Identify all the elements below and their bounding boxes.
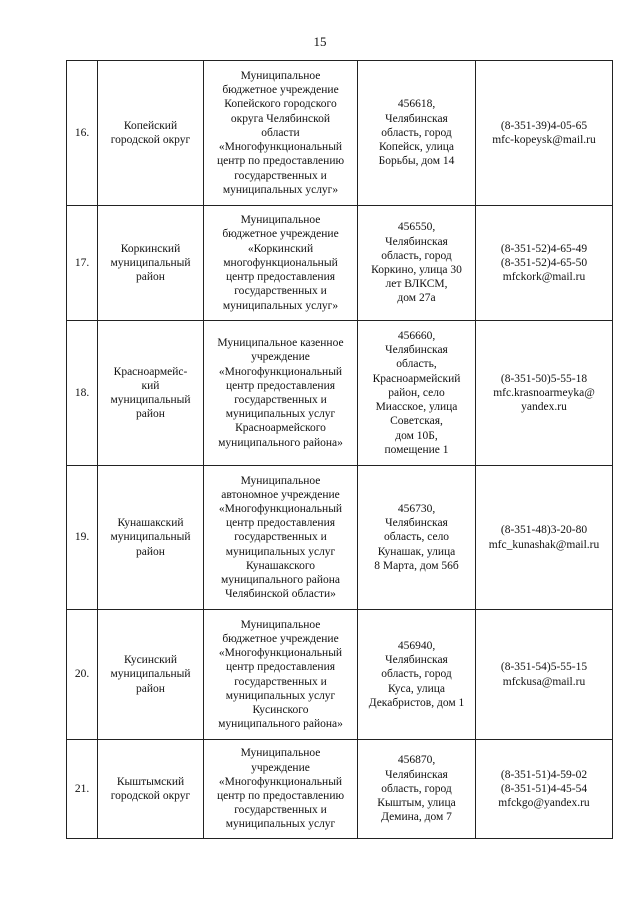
contacts-cell: (8-351-39)4-05-65 mfc-kopeysk@mail.ru — [476, 61, 613, 206]
organization-cell: Муниципальное бюджетное учреждение «Коркинский многофункциональный центр предоставления государственных и муниципальных услуг» — [204, 206, 358, 321]
contacts-cell: (8-351-48)3-20-80 mfc_kunashak@mail.ru — [476, 466, 613, 610]
address-cell: 456660, Челябинская область, Красноармейский район, село Миасское, улица Советская, дом 10Б, помещение 1 — [358, 321, 476, 466]
address-cell: 456730, Челябинская область, село Кунашак, улица 8 Марта, дом 56б — [358, 466, 476, 610]
table-row — [67, 206, 613, 321]
address-cell: 456940, Челябинская область, город Куса, улица Декабристов, дом 1 — [358, 610, 476, 740]
row-number: 20. — [67, 610, 98, 740]
municipality-cell: Кусинский муниципальный район — [98, 610, 204, 740]
organization-cell: Муниципальное автономное учреждение «Многофункциональный центр предоставления государственных и муниципальных услуг Кунашакского муниципального района Челябинской области» — [204, 466, 358, 610]
row-number: 16. — [67, 61, 98, 206]
table-row — [67, 321, 613, 466]
table-row — [67, 61, 613, 206]
mfc-table — [66, 60, 613, 839]
address-cell: 456618, Челябинская область, город Копейск, улица Борьбы, дом 14 — [358, 61, 476, 206]
municipality-cell: Кунашакский муниципальный район — [98, 466, 204, 610]
organization-cell: Муниципальное бюджетное учреждение Копейского городского округа Челябинской области «Многофункциональный центр по предоставлению государственных и муниципальных услуг» — [204, 61, 358, 206]
row-number: 21. — [67, 740, 98, 839]
row-number: 17. — [67, 206, 98, 321]
table-row — [67, 466, 613, 610]
organization-cell: Муниципальное казенное учреждение «Многофункциональный центр предоставления государственных и муниципальных услуг Красноармейского муниципального района» — [204, 321, 358, 466]
contacts-cell: (8-351-54)5-55-15 mfckusa@mail.ru — [476, 610, 613, 740]
organization-cell: Муниципальное учреждение «Многофункциональный центр по предоставлению государственных и муниципальных услуг — [204, 740, 358, 839]
organization-cell: Муниципальное бюджетное учреждение «Многофункциональный центр предоставления государственных и муниципальных услуг Кусинского муниципального района» — [204, 610, 358, 740]
contacts-cell: (8-351-51)4-59-02 (8-351-51)4-45-54 mfckgo@yandex.ru — [476, 740, 613, 839]
table-row — [67, 740, 613, 839]
contacts-cell: (8-351-52)4-65-49 (8-351-52)4-65-50 mfckork@mail.ru — [476, 206, 613, 321]
municipality-cell: Красноармейс- кий муниципальный район — [98, 321, 204, 466]
municipality-cell: Копейский городской округ — [98, 61, 204, 206]
row-number: 18. — [67, 321, 98, 466]
address-cell: 456870, Челябинская область, город Кыштым, улица Демина, дом 7 — [358, 740, 476, 839]
municipality-cell: Кыштымский городской округ — [98, 740, 204, 839]
municipality-cell: Коркинский муниципальный район — [98, 206, 204, 321]
row-number: 19. — [67, 466, 98, 610]
page-number: 15 — [313, 34, 327, 49]
address-cell: 456550, Челябинская область, город Коркино, улица 30 лет ВЛКСМ, дом 27а — [358, 206, 476, 321]
table-row — [67, 610, 613, 740]
contacts-cell: (8-351-50)5-55-18 mfc.krasnoarmeyka@ yandex.ru — [476, 321, 613, 466]
